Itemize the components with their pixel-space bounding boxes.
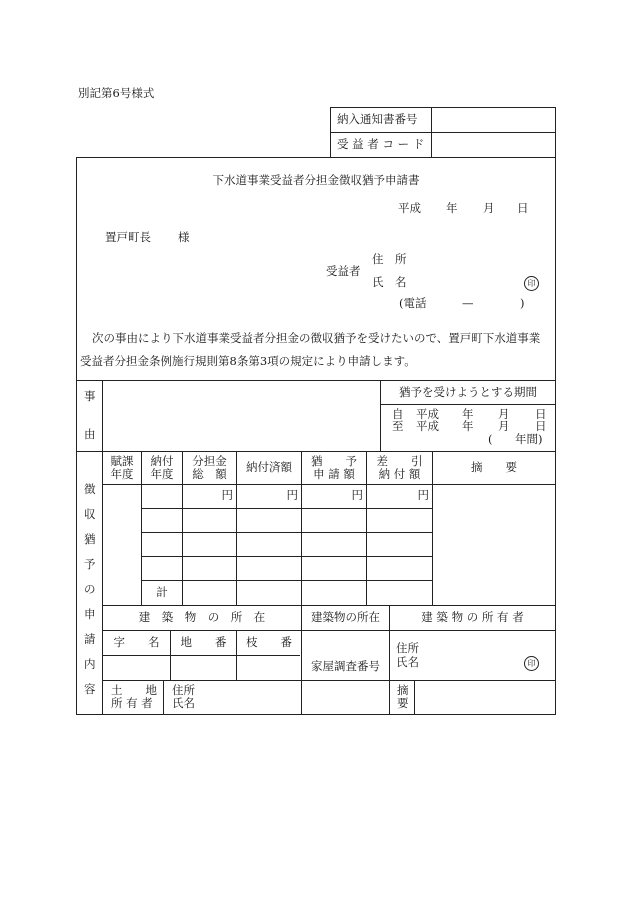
house-survey-no-label: 家屋調査番号 — [311, 659, 380, 673]
yen-unit: 円 — [286, 488, 298, 502]
date-era: 平成 — [398, 201, 421, 215]
date-year: 年 — [446, 201, 458, 215]
to-era: 平成 — [416, 419, 439, 433]
header-deferral: 猶 予 — [311, 454, 357, 468]
header-amount: 総 額 — [192, 467, 227, 481]
applicant-label: 受益者 — [326, 264, 361, 278]
building-owner-header: 建 築 物 の 所 有 者 — [421, 610, 524, 624]
side-char: 徴 — [84, 482, 96, 496]
reason-input[interactable] — [103, 381, 379, 450]
addressee-honorific: 様 — [178, 230, 190, 244]
beneficiary-code-label: 受 益 者 コ ー ド — [337, 137, 425, 151]
side-char: 予 — [84, 557, 96, 571]
side-char: 収 — [84, 507, 96, 521]
header-balance: 差 引 — [376, 454, 423, 468]
land-remarks-2: 要 — [397, 696, 409, 710]
notice-number-label: 納入通知書番号 — [337, 112, 418, 126]
to-month: 月 — [498, 419, 510, 433]
side-char: 猶 — [84, 532, 96, 546]
seal-icon: 印 — [524, 276, 539, 291]
reason-label-top: 事 — [84, 389, 96, 403]
header-fiscal-year: 年度 — [110, 467, 134, 481]
phone-label: (電話 — [399, 296, 427, 310]
owner-seal-icon: 印 — [524, 656, 539, 671]
reason-label-bottom: 由 — [84, 427, 96, 441]
header-fiscal-year: 賦課 — [110, 454, 134, 468]
beneficiary-code-field[interactable] — [432, 133, 555, 157]
from-year: 年 — [462, 407, 474, 421]
land-owner-address: 住所 — [172, 683, 195, 697]
chiban-label: 地 番 — [180, 635, 227, 649]
period-header: 猶予を受けようとする期間 — [399, 385, 537, 399]
header-balance: 納 付 額 — [378, 467, 421, 481]
land-remarks-1: 摘 — [397, 683, 409, 697]
building-location-header: 建 築 物 の 所 在 — [138, 610, 266, 624]
from-month: 月 — [498, 407, 510, 421]
phone-dash: — — [462, 296, 474, 310]
body-text-line1: 次の事由により下水道事業受益者分担金の徴収猶予を受けたいので、置戸町下水道事業 — [92, 331, 541, 345]
building-location-header-2: 建築物の所在 — [311, 610, 380, 624]
edaban-label: 枝 番 — [246, 635, 292, 649]
applicant-address-label: 住 所 — [372, 252, 407, 266]
addressee-name: 置戸町長 — [105, 230, 151, 244]
header-paid-year: 納付 — [150, 454, 174, 468]
total-label: 計 — [156, 585, 168, 599]
from-era: 平成 — [416, 407, 439, 421]
date-day: 日 — [517, 201, 529, 215]
side-char: 請 — [84, 632, 96, 646]
land-owner-label-2: 所 有 者 — [111, 696, 153, 710]
header-paid-amount: 納付済額 — [246, 460, 292, 474]
yen-unit: 円 — [351, 488, 363, 502]
header-remarks: 摘 要 — [471, 460, 517, 474]
applicant-name-label: 氏 名 — [372, 275, 407, 289]
phone-close: ) — [520, 296, 525, 310]
form-id: 別記第6号様式 — [78, 86, 155, 100]
header-amount: 分担金 — [192, 454, 227, 468]
from-label: 自 — [392, 407, 404, 421]
owner-name-label: 氏名 — [396, 655, 419, 669]
side-char: の — [84, 582, 96, 596]
to-label: 至 — [392, 419, 404, 433]
to-day: 日 — [535, 419, 547, 433]
yen-unit: 円 — [221, 488, 233, 502]
date-month: 月 — [483, 201, 495, 215]
to-year: 年 — [462, 419, 474, 433]
land-owner-label-1: 土 地 — [111, 683, 157, 697]
yen-unit: 円 — [417, 488, 429, 502]
body-text-line2: 受益者分担金条例施行規則第8条第3項の規定により申請します。 — [80, 354, 416, 368]
owner-address-label: 住所 — [396, 641, 419, 655]
header-paid-year: 年度 — [150, 467, 174, 481]
header-deferral: 申 請 額 — [313, 467, 355, 481]
side-char: 申 — [84, 607, 96, 621]
side-char: 容 — [84, 682, 96, 696]
from-day: 日 — [535, 407, 547, 421]
years-total-open: ( — [488, 432, 493, 446]
side-char: 内 — [84, 657, 96, 671]
page-title: 下水道事業受益者分担金徴収猶予申請書 — [212, 173, 420, 187]
land-owner-name: 氏名 — [172, 696, 195, 710]
aza-label: 字 名 — [113, 635, 160, 649]
notice-number-field[interactable] — [432, 108, 555, 132]
years-total-close: 年間) — [515, 432, 543, 446]
